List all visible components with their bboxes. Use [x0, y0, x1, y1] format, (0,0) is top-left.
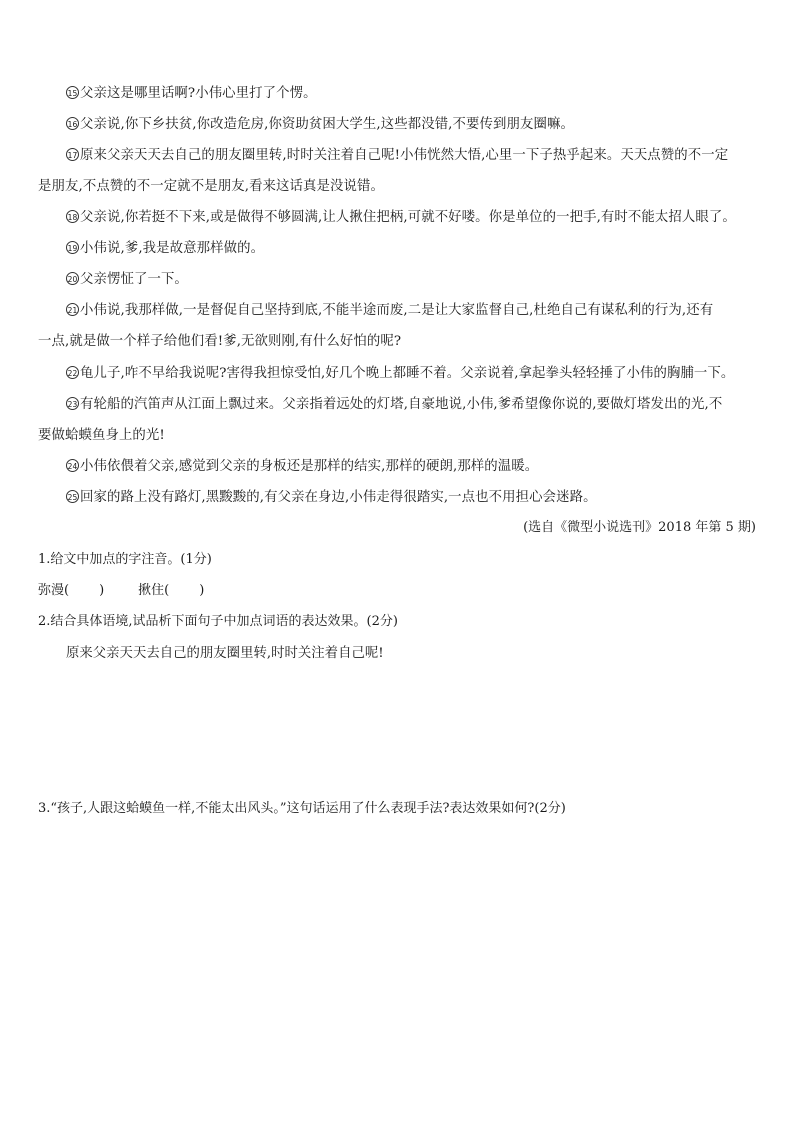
paragraph-16	[38, 109, 760, 140]
paragraph-text: 父亲这是哪里话啊?小伟心里打了个愣。	[80, 86, 317, 101]
paragraph-number: 20	[66, 272, 79, 285]
paragraph-text: 龟儿子,咋不早给我说呢?害得我担惊受怕,好几个晚上都睡不着。父亲说着,拿起拳头轻轻捶了小伟的胸脯一下。	[80, 366, 735, 381]
paragraph-number: 15	[66, 86, 79, 99]
paragraph-19	[38, 233, 760, 264]
question-2: 2.结合具体语境,试品析下面句子中加点词语的表达效果。(2分)	[38, 614, 398, 629]
paragraph-number: 18	[66, 210, 79, 223]
paragraph-21	[38, 295, 760, 357]
paragraph-23	[38, 389, 760, 451]
paragraph-number: 25	[66, 490, 79, 503]
question-2-sentence: 原来父亲天天去自己的朋友圈里转,时时关注着自己呢!	[66, 646, 384, 661]
paragraph-text: 原来父亲天天去自己的朋友圈里转,时时关注着自己呢!小伟恍然大悟,心里一下子热乎起来。天天点赞的不一定	[80, 148, 729, 163]
paragraph-text: 父亲说,你若挺不下来,或是做得不够圆满,让人揪住把柄,可就不好喽。你是单位的一把手,有时不能太招人眼了。	[80, 210, 736, 225]
paragraph-text: 小伟依偎着父亲,感觉到父亲的身板还是那样的结实,那样的硬朗,那样的温暖。	[80, 459, 539, 474]
paragraph-text: 有轮船的汽笛声从江面上飘过来。父亲指着远处的灯塔,自豪地说,小伟,爹希望像你说的,要做灯塔发出的光,不	[80, 397, 723, 412]
paragraph-number: 17	[66, 148, 79, 161]
paragraph-number: 22	[66, 366, 79, 379]
q1-item-1-label: 弥漫(	[38, 583, 70, 598]
q1-item-2-label: 揪住(	[138, 583, 170, 598]
paragraph-text-continued: 要做蛤蟆鱼身上的光!	[38, 428, 165, 443]
question-1-items	[38, 577, 204, 605]
paragraph-number: 19	[66, 241, 79, 254]
paragraph-number: 24	[66, 459, 79, 472]
paragraph-text: 小伟说,我那样做,一是督促自己坚持到底,不能半途而废,二是让大家监督自己,杜绝自己有谋私利的行为,还有	[80, 303, 714, 318]
paragraph-18	[38, 202, 760, 233]
question-3: 3.“孩子,人跟这蛤蟆鱼一样,不能太出风头。”这句话运用了什么表现手法?表达效果如何?(2分)	[38, 801, 566, 816]
paragraph-text: 父亲愣怔了一下。	[80, 272, 188, 287]
paragraph-25	[38, 482, 760, 513]
q1-item-1-close: )	[99, 583, 105, 598]
paragraph-number: 21	[66, 303, 79, 316]
paragraph-22	[38, 358, 760, 389]
paragraph-15	[38, 78, 760, 109]
paragraph-24	[38, 451, 760, 482]
paragraph-text-continued: 是朋友,不点赞的不一定就不是朋友,看来这话真是没说错。	[38, 179, 384, 194]
source-citation: (选自《微型小说选刊》2018 年第 5 期)	[523, 520, 756, 535]
question-1: 1.给文中加点的字注音。(1分)	[38, 552, 212, 567]
paragraph-text: 小伟说,爹,我是故意那样做的。	[80, 241, 265, 256]
paragraph-text: 父亲说,你下乡扶贫,你改造危房,你资助贫困大学生,这些都没错,不要传到朋友圈嘛。	[80, 117, 574, 132]
paragraph-17	[38, 140, 760, 202]
q1-item-2-close: )	[199, 583, 205, 598]
paragraph-text: 回家的路上没有路灯,黑黢黢的,有父亲在身边,小伟走得很踏实,一点也不用担心会迷路。	[80, 490, 597, 505]
paragraph-number: 23	[66, 397, 79, 410]
paragraph-number: 16	[66, 117, 79, 130]
paragraph-text-continued: 一点,就是做一个样子给他们看!爹,无欲则刚,有什么好怕的呢?	[38, 334, 402, 349]
paragraph-20	[38, 264, 760, 295]
